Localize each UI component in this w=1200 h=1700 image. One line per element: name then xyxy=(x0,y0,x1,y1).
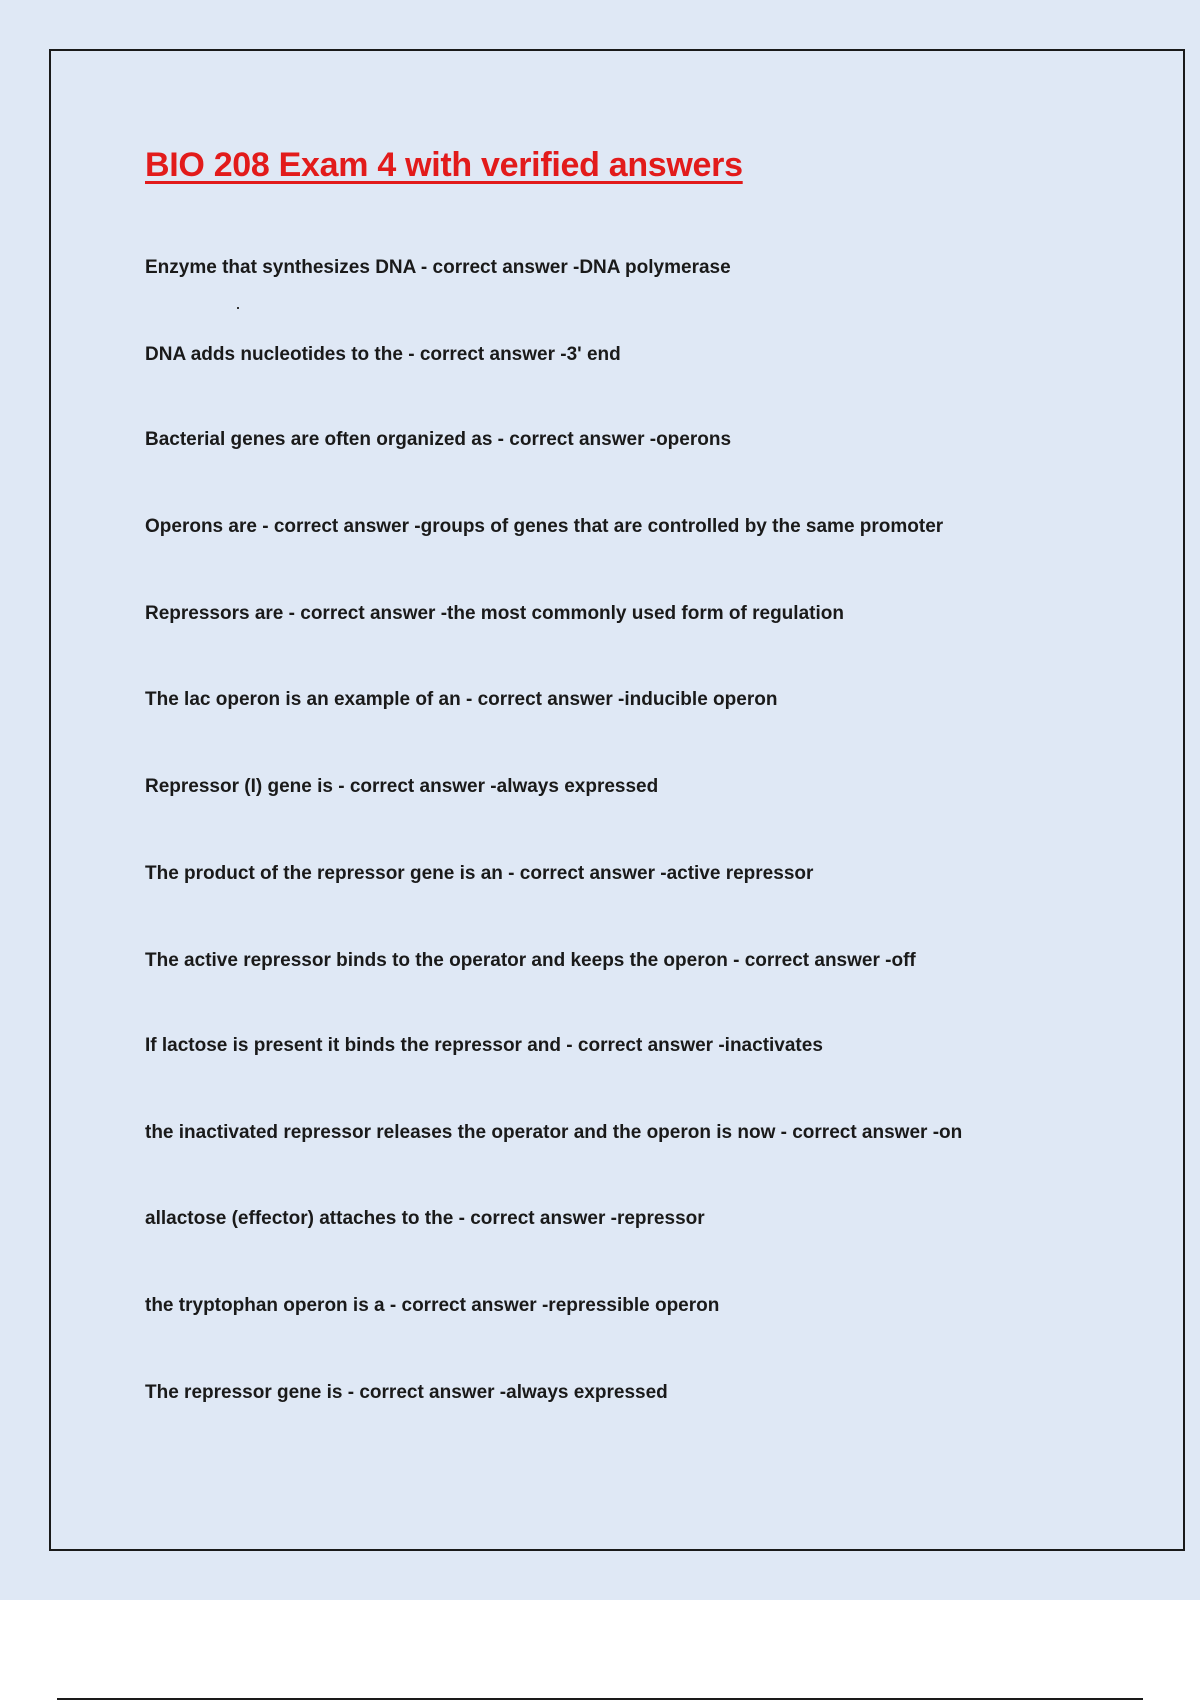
qa-item: Enzyme that synthesizes DNA - correct answer -DNA polymerase xyxy=(145,257,731,278)
qa-item: The lac operon is an example of an - correct answer -inducible operon xyxy=(145,689,778,710)
document-title: BIO 208 Exam 4 with verified answers xyxy=(145,146,743,184)
qa-item: The product of the repressor gene is an - correct answer -active repressor xyxy=(145,863,814,884)
qa-item: DNA adds nucleotides to the - correct answer -3' end xyxy=(145,344,621,365)
qa-item: If lactose is present it binds the repressor and - correct answer -inactivates xyxy=(145,1035,823,1056)
qa-item: Bacterial genes are often organized as - correct answer -operons xyxy=(145,429,732,450)
qa-item: The repressor gene is - correct answer -always expressed xyxy=(145,1382,668,1403)
qa-item: Repressor (I) gene is - correct answer -always expressed xyxy=(145,776,659,797)
qa-item: the tryptophan operon is a - correct answer -repressible operon xyxy=(145,1295,720,1316)
qa-item: the inactivated repressor releases the operator and the operon is now - correct answer -on xyxy=(145,1122,963,1143)
qa-item: Operons are - correct answer -groups of genes that are controlled by the same promoter xyxy=(145,516,944,537)
qa-item: allactose (effector) attaches to the - correct answer -repressor xyxy=(145,1208,705,1229)
qa-item: The active repressor binds to the operator and keeps the operon - correct answer -off xyxy=(145,950,916,971)
qa-item: Repressors are - correct answer -the most commonly used form of regulation xyxy=(145,603,844,624)
stray-dot-mark xyxy=(237,307,239,309)
